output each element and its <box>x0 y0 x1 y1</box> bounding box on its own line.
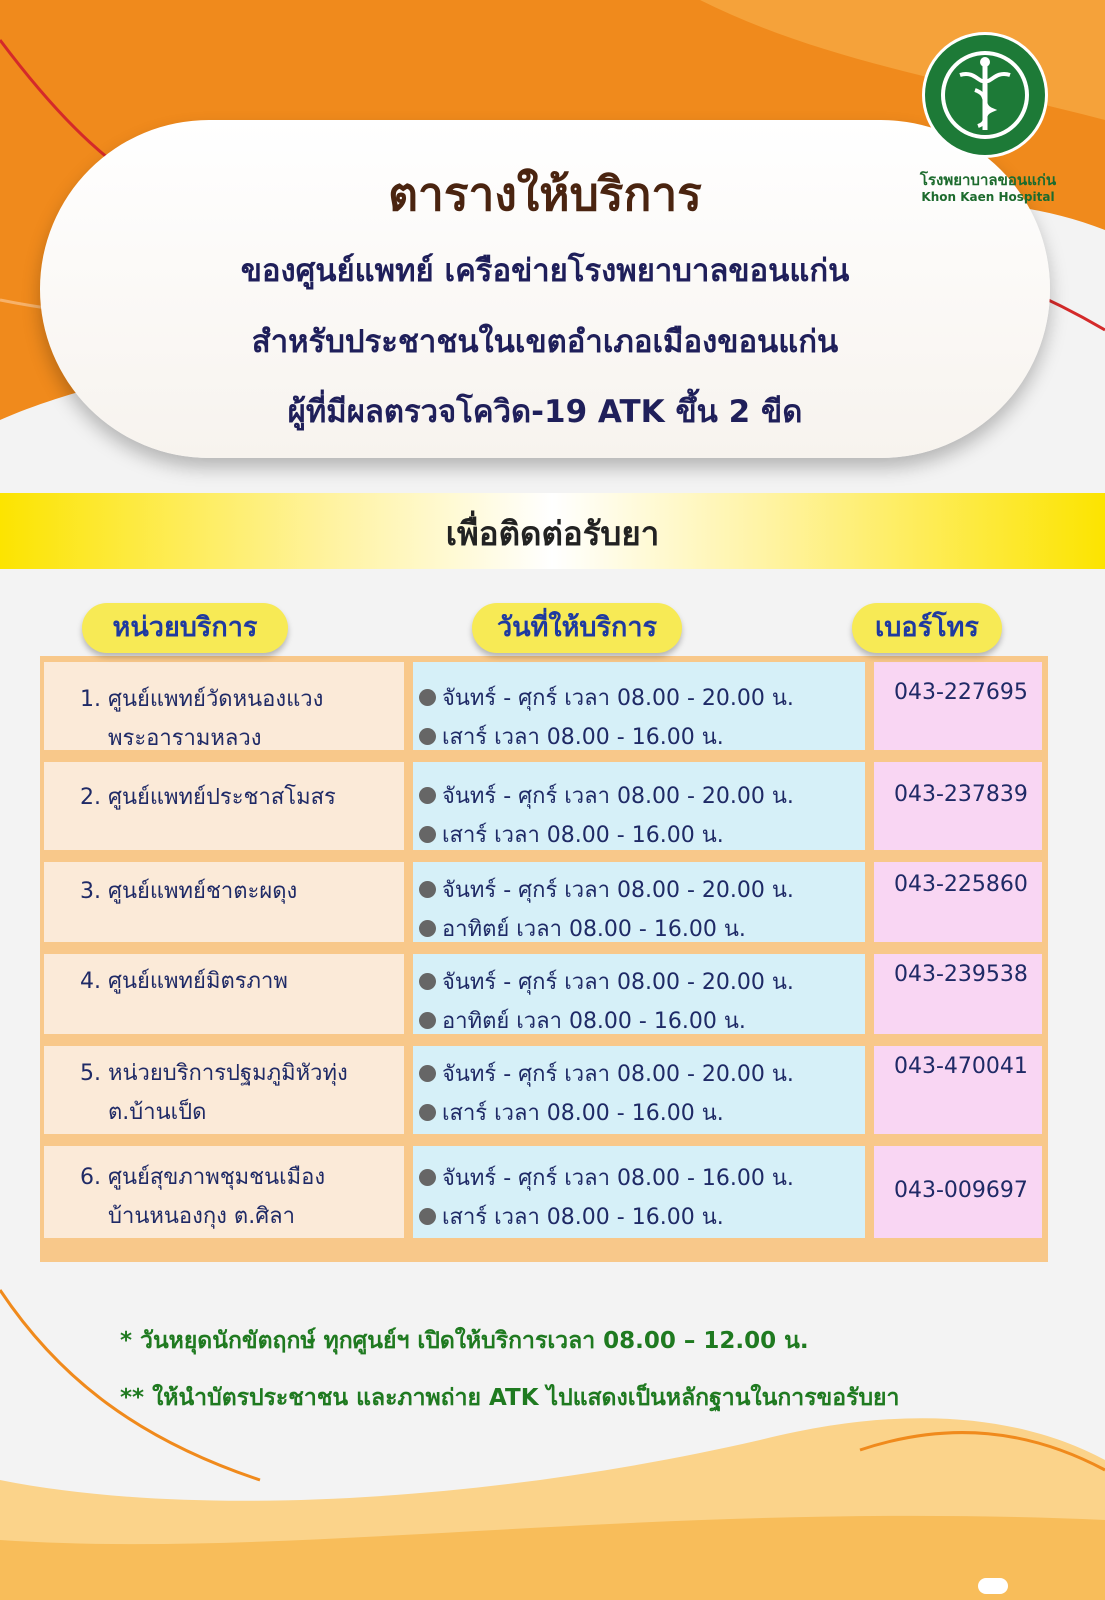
unit-name-line-2: พระอารามหลวง <box>108 726 262 751</box>
subtitle-line-1: ของศูนย์แพทย์ เครือข่ายโรงพยาบาลขอนแก่น <box>240 253 850 289</box>
time-line: เสาร์ เวลา 08.00 - 16.00 น. <box>419 1095 724 1130</box>
time-cell <box>413 1046 865 1134</box>
unit-cell <box>44 762 404 850</box>
note-documents: ** ให้นำบัตรประชาชน และภาพถ่าย ATK ไปแสดงเป็นหลักฐานในการขอรับยา <box>120 1385 900 1411</box>
bullet-icon <box>419 689 436 706</box>
header-unit: หน่วยบริการ <box>82 603 288 653</box>
banner <box>0 493 1105 569</box>
time-line: จันทร์ - ศุกร์ เวลา 08.00 - 20.00 น. <box>419 1056 794 1091</box>
subtitle-line-3: ผู้ที่มีผลตรวจโควิด-19 ATK ขึ้น 2 ขีด <box>287 394 803 430</box>
unit-name-line-1: 6. ศูนย์สุขภาพชุมชนเมือง <box>80 1165 326 1190</box>
time-cell <box>413 1146 865 1238</box>
unit-name-line-2: ต.บ้านเป็ด <box>108 1100 207 1125</box>
table-row <box>40 948 1048 1040</box>
table-row <box>40 856 1048 948</box>
table-row <box>40 1040 1048 1140</box>
bullet-icon <box>419 826 436 843</box>
phone-cell <box>874 1146 1042 1238</box>
logo-name-en: Khon Kaen Hospital <box>921 190 1055 204</box>
time-line: จันทร์ - ศุกร์ เวลา 08.00 - 20.00 น. <box>419 964 794 999</box>
unit-cell <box>44 954 404 1034</box>
bullet-icon <box>419 1065 436 1082</box>
phone-cell <box>874 662 1042 750</box>
bullet-icon <box>419 728 436 745</box>
bullet-icon <box>419 973 436 990</box>
time-line: จันทร์ - ศุกร์ เวลา 08.00 - 20.00 น. <box>419 872 794 907</box>
time-line: จันทร์ - ศุกร์ เวลา 08.00 - 16.00 น. <box>419 1160 794 1195</box>
bullet-icon <box>419 787 436 804</box>
phone-number: 043-227695 <box>894 680 1028 705</box>
table-row <box>40 1140 1048 1244</box>
unit-cell <box>44 1146 404 1238</box>
service-table <box>40 656 1048 1262</box>
bullet-icon <box>419 1169 436 1186</box>
phone-number: 043-470041 <box>894 1054 1028 1079</box>
unit-name-line-1: 1. ศูนย์แพทย์วัดหนองแวง <box>80 687 324 712</box>
unit-cell <box>44 662 404 750</box>
page-title: ตารางให้บริการ <box>388 167 702 221</box>
time-line: จันทร์ - ศุกร์ เวลา 08.00 - 20.00 น. <box>419 778 794 813</box>
unit-name-line-1: 3. ศูนย์แพทย์ชาตะผดุง <box>80 879 298 904</box>
bullet-icon <box>419 881 436 898</box>
time-cell <box>413 762 865 850</box>
phone-number: 043-225860 <box>894 872 1028 897</box>
time-line: เสาร์ เวลา 08.00 - 16.00 น. <box>419 817 724 852</box>
phone-cell <box>874 1046 1042 1134</box>
unit-name-line-1: 5. หน่วยบริการปฐมภูมิหัวทุ่ง <box>80 1061 348 1086</box>
time-line: อาทิตย์ เวลา 08.00 - 16.00 น. <box>419 1003 746 1038</box>
subtitle-line-2: สำหรับประชาชนในเขตอำเภอเมืองขอนแก่น <box>251 324 839 360</box>
time-cell <box>413 862 865 942</box>
unit-name-line-1: 4. ศูนย์แพทย์มิตรภาพ <box>80 969 288 994</box>
phone-number: 043-237839 <box>894 782 1028 807</box>
note-holiday: * วันหยุดนักขัตฤกษ์ ทุกศูนย์ฯ เปิดให้บริการเวลา 08.00 – 12.00 น. <box>120 1328 809 1354</box>
bullet-icon <box>419 1104 436 1121</box>
header-phone: เบอร์โทร <box>852 603 1002 653</box>
phone-cell <box>874 862 1042 942</box>
bullet-icon <box>419 920 436 937</box>
phone-cell <box>874 954 1042 1034</box>
ministry-of-public-health-logo <box>920 30 1050 160</box>
time-line: เสาร์ เวลา 08.00 - 16.00 น. <box>419 719 724 754</box>
banner-text: เพื่อติดต่อรับยา <box>445 514 660 553</box>
unit-cell <box>44 1046 404 1134</box>
phone-cell <box>874 762 1042 850</box>
unit-name-line-1: 2. ศูนย์แพทย์ประชาสโมสร <box>80 785 336 810</box>
time-line: อาทิตย์ เวลา 08.00 - 16.00 น. <box>419 911 746 946</box>
phone-number: 043-239538 <box>894 962 1028 987</box>
header-date: วันที่ให้บริการ <box>472 603 682 653</box>
unit-cell <box>44 862 404 942</box>
time-cell <box>413 954 865 1034</box>
table-row <box>40 756 1048 856</box>
phone-number: 043-009697 <box>894 1178 1028 1203</box>
logo-name-th: โรงพยาบาลขอนแก่น <box>919 171 1057 189</box>
table-row <box>40 656 1048 756</box>
bullet-icon <box>419 1012 436 1029</box>
unit-name-line-2: บ้านหนองกุง ต.ศิลา <box>108 1204 295 1229</box>
time-line: จันทร์ - ศุกร์ เวลา 08.00 - 20.00 น. <box>419 680 794 715</box>
footer-logo <box>978 1578 1008 1594</box>
bullet-icon <box>419 1208 436 1225</box>
time-line: เสาร์ เวลา 08.00 - 16.00 น. <box>419 1199 724 1234</box>
time-cell <box>413 662 865 750</box>
